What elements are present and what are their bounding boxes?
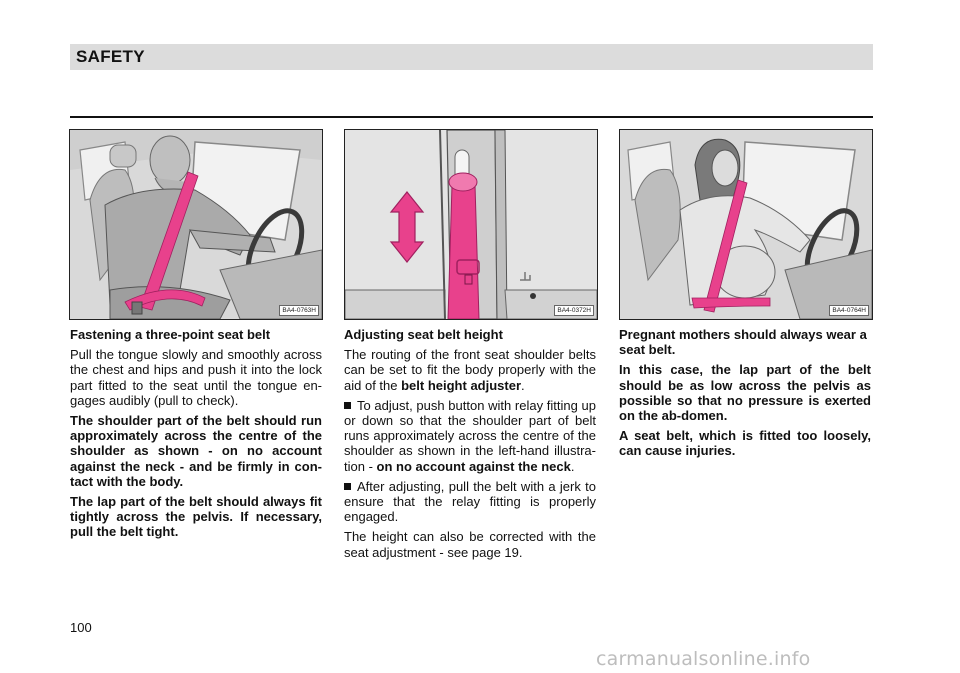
paragraph-seat-adjustment-reference: The height can also be corrected with the seat adjustment - see page 19. — [344, 529, 596, 560]
figure-code: BA4-0763H — [279, 305, 319, 316]
paragraph-lap-belt-warning: The lap part of the belt should always fit tightly across the pelvis. If necessary, pull the belt tight. — [70, 494, 322, 540]
figure-code: BA4-0764H — [829, 305, 869, 316]
figure-pregnant-driver — [619, 129, 873, 320]
driver-belt-drawing — [70, 130, 322, 319]
heading-pregnant-mothers: Pregnant mothers should always wear a seat belt. — [619, 327, 867, 358]
page-number: 100 — [70, 620, 92, 635]
column-three-point-belt — [70, 327, 322, 545]
paragraph-fastening-instructions: Pull the tongue slowly and smoothly across the chest and hips and push it into the lock part fitted to the seat until the tongue en-gages audibly (pull to check). — [70, 347, 322, 408]
section-header-band — [70, 44, 873, 70]
paragraph-shoulder-belt-warning: The shoulder part of the belt should run approximately across the centre of the shoulder as shown - on no account against the neck - and be firmly in con-tact with the body. — [70, 413, 322, 489]
section-title: SAFETY — [76, 47, 145, 66]
paragraph-loose-belt-warning: A seat belt, which is fitted too loosely, can cause injuries. — [619, 428, 871, 459]
bullet-square-icon — [344, 402, 351, 409]
column-pregnant-mothers — [619, 327, 871, 464]
heading-fastening-belt: Fastening a three-point seat belt — [70, 327, 271, 342]
paragraph-lap-belt-low: In this case, the lap part of the belt should be as low across the pelvis as possible so that no pressure is exerted on the ab-domen. — [619, 362, 871, 424]
paragraph-adjust-instructions: To adjust, push button with relay fitting up or down so that the shoulder part of belt runs approximately across the centre of the shoulder as shown in the left-hand illustra-tion - on no account against the neck. — [344, 397, 596, 474]
paragraph-after-adjusting: After adjusting, pull the belt with a jerk to ensure that the relay fitting is properly engaged. — [344, 478, 596, 525]
heading-adjusting-height: Adjusting seat belt height — [344, 327, 503, 342]
paragraph-routing: The routing of the front seat shoulder belts can be set to fit the body properly with the aid of the belt height adjuster. — [344, 347, 596, 393]
bullet-square-icon — [344, 483, 351, 490]
pregnant-driver-drawing — [620, 130, 872, 319]
figure-three-point-belt — [69, 129, 323, 320]
figure-belt-height-adjuster — [344, 129, 598, 320]
belt-adjuster-drawing — [345, 130, 597, 319]
figure-code: BA4-0372H — [554, 305, 594, 316]
watermark-text: carmanualsonline.info — [596, 648, 811, 670]
header-rule — [70, 116, 873, 118]
column-belt-height — [344, 327, 596, 565]
